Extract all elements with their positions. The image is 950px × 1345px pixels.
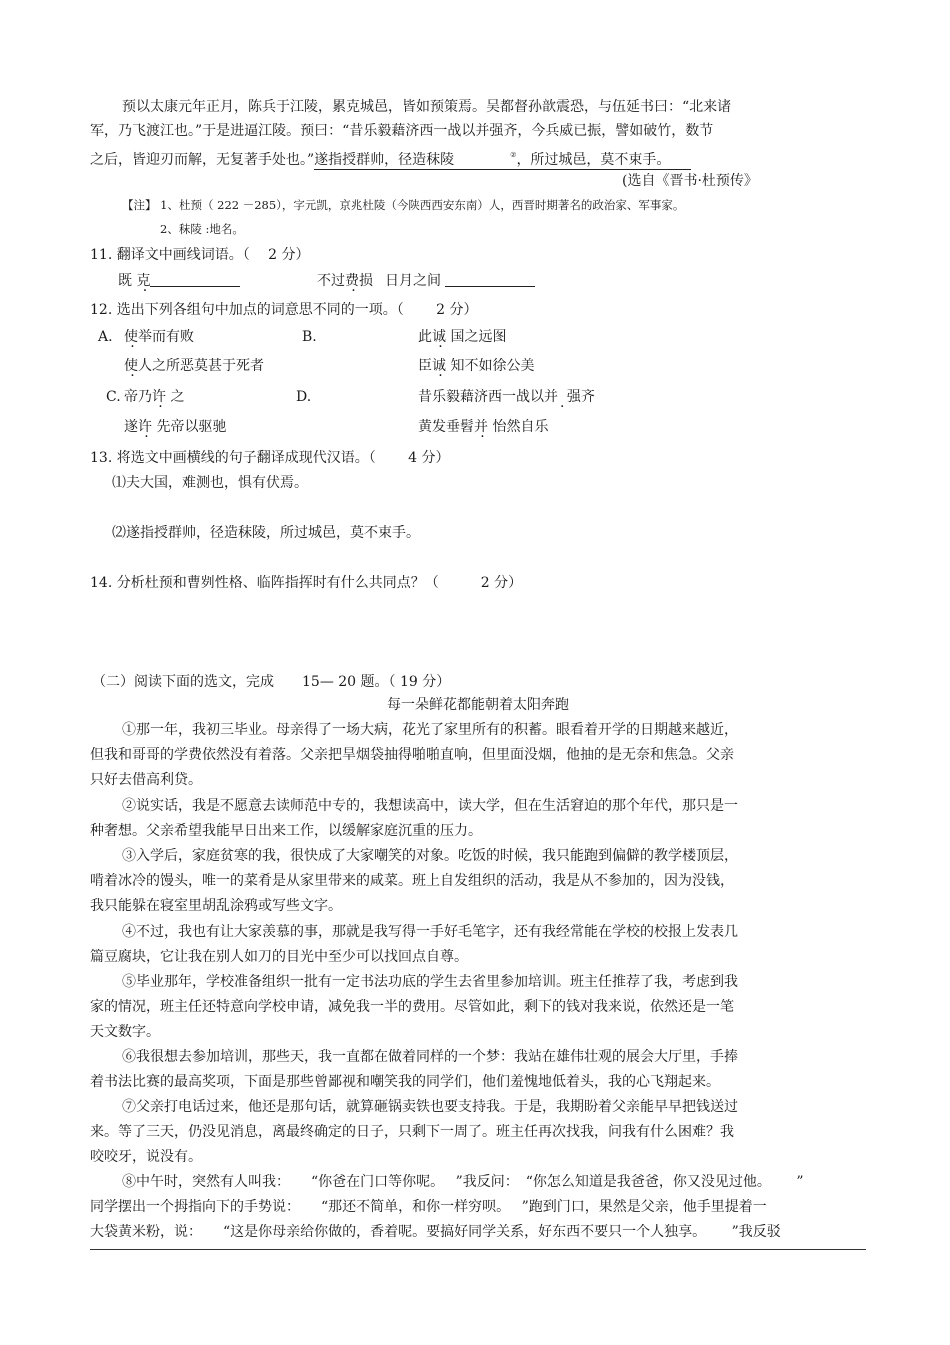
article-line: ⑧中午时，突然有人叫我： “你爸在门口等你呢。 ”我反问： “你怎么知道是我爸爸，你又没见过他。 ” — [122, 1174, 804, 1190]
article-line: 天文数字。 — [90, 1024, 160, 1040]
article-title: 每一朵鲜花都能朝着太阳奔跑 — [387, 697, 569, 713]
passage-line — [90, 145, 691, 170]
footnote-1: 【注】 1、杜预（ 222 －285），字元凯，京兆杜陵（今陕西西安东南）人，西晋时期著名的政治家、军事家。 — [122, 198, 685, 212]
question-13-stem: 13. 将选文中画横线的句子翻译成现代汉语。（ 4 分） — [90, 450, 450, 466]
article-line: 但我和哥哥的学费依然没有着落。父亲把旱烟袋抽得啪啪直响，但里面没烟，他抽的是无奈和焦急。父亲 — [90, 747, 734, 763]
article-line: ②说实话，我是不愿意去读师范中专的，我想读高中，读大学，但在生活窘迫的那个年代，那只是一 — [122, 798, 738, 814]
question-13-sentence-2: ⑵遂指授群帅，径造秣陵，所过城邑，莫不束手。 — [112, 525, 420, 541]
article-line: 家的情况，班主任还特意向学校申请，减免我一半的费用。尽管如此，剩下的钱对我来说，依然还是一笔 — [90, 999, 734, 1015]
article-line: ⑤毕业那年，学校准备组织一批有一定书法功底的学生去省里参加培训。班主任推荐了我，考虑到我 — [122, 974, 738, 990]
note-label: 【注】 — [122, 198, 157, 212]
option-c-label: C. — [106, 389, 121, 405]
question-11-item-c: 日月之间 — [385, 271, 535, 291]
option-c-sentence-2: 遂许 先帝以驱驰 — [124, 419, 227, 435]
article-line: 啃着冰冷的馒头，唯一的菜肴是从家里带来的咸菜。班上自发组织的活动，我是从不参加的，因为没钱， — [90, 873, 734, 889]
article-line: ⑥我很想去参加培训，那些天，我一直都在做着同样的一个梦：我站在雄伟壮观的展会大厅里，手捧 — [122, 1049, 738, 1065]
article-line: ⑦父亲打电话过来，他还是那句话，就算砸锅卖铁也要支持我。于是，我期盼着父亲能早早把钱送过 — [122, 1099, 738, 1115]
option-b-sentence-1: 此诚 国之远图 — [418, 329, 507, 345]
article-line: ④不过，我也有让大家羡慕的事，那就是我写得一手好毛笔字，还有我经常能在学校的校报上发表几 — [122, 924, 738, 940]
passage-text: 之后，皆迎刃而解，无复著手处也。” — [90, 152, 315, 168]
source-citation: (选自《晋书·杜预传》 — [622, 173, 758, 189]
article-line: ①那一年，我初三毕业。母亲得了一场大病，花光了家里所有的积蓄。眼看着开学的日期越来越近， — [122, 722, 738, 738]
article-line: 咬咬牙，说没有。 — [90, 1149, 202, 1165]
option-b-sentence-2: 臣诚 知不如徐公美 — [418, 358, 535, 374]
article-line: ③入学后，家庭贫寒的我，很快成了大家嘲笑的对象。吃饭的时候，我只能跑到偏僻的教学楼顶层， — [122, 848, 738, 864]
question-14-stem: 14. 分析杜预和曹刿性格、临阵指挥时有什么共同点？（ 2 分） — [90, 575, 523, 591]
article-line: 大袋黄米粉，说： “这是你母亲给你做的，香着呢。要搞好同学关系，好东西不要只一个人独享。 ”我反驳 — [90, 1224, 781, 1240]
option-d-label: D. — [296, 389, 312, 405]
option-b-label: B. — [302, 329, 317, 345]
article-line: 只好去借高利贷。 — [90, 772, 202, 788]
question-11-item-b: 不过费损 — [317, 273, 373, 289]
passage-line: 预以太康元年正月，陈兵于江陵，累克城邑，皆如预策焉。吴都督孙歆震恐，与伍延书曰：“北来诸 — [122, 99, 732, 115]
article-line: 同学摆出一个拇指向下的手势说： “那还不简单，和你一样穷呗。 ”跑到门口，果然是父亲，他手里提着一 — [90, 1199, 767, 1215]
option-d-sentence-2: 黄发垂髫并 怡然自乐 — [418, 419, 549, 435]
article-line: 来。等了三天，仍没见消息，离最终确定的日子，只剩下一周了。班主任再次找我，问我有什么困难？我 — [90, 1124, 734, 1140]
article-line: 篇豆腐块，它让我在别人如刀的目光中至少可以找回点自尊。 — [90, 949, 468, 965]
article-line: 我只能躲在寝室里胡乱涂鸦或写些文字。 — [90, 898, 342, 914]
page-bottom-rule — [90, 1249, 866, 1250]
passage-line: 军，乃飞渡江也。”于是进逼江陵。预曰：“昔乐毅藉济西一战以并强齐，今兵威已振，譬如破竹，数节 — [90, 123, 714, 139]
question-12-stem: 12. 选出下列各组句中加点的词意思不同的一项。（ 2 分） — [90, 302, 478, 318]
article-line: 着书法比赛的最高奖项，下面是那些曾鄙视和嘲笑我的同学们，他们羞愧地低着头，我的心飞翔起来。 — [90, 1074, 720, 1090]
option-d-sentence-1: 昔乐毅藉济西一战以并 · 强齐 — [418, 387, 595, 407]
question-11-stem: 11. 翻译文中画线词语。（ 2 分） — [90, 247, 310, 263]
question-11-item-a: 既 克 — [118, 271, 240, 291]
section-2-header: （二）阅读下面的选文，完成 15— 20 题。（ 19 分） — [92, 674, 451, 690]
footnote-2: 2、秣陵 :地名。 — [160, 222, 244, 236]
option-c-sentence-1: 帝乃许 之 — [124, 389, 185, 405]
option-a-label: A. — [98, 329, 113, 345]
article-line: 种奢想。父亲希望我能早日出来工作，以缓解家庭沉重的压力。 — [90, 823, 482, 839]
underlined-sentence: 遂指授群帅，径造秣陵 ②，所过城邑，莫不束手。 — [314, 152, 691, 170]
question-13-sentence-1: ⑴夫大国，难测也，惧有伏焉。 — [112, 475, 308, 491]
option-a-sentence-1: 使举而有败 — [124, 329, 194, 345]
option-a-sentence-2: 使人之所恶莫甚于死者 — [124, 358, 264, 374]
answer-blank[interactable] — [150, 272, 240, 287]
answer-blank[interactable] — [445, 272, 535, 287]
